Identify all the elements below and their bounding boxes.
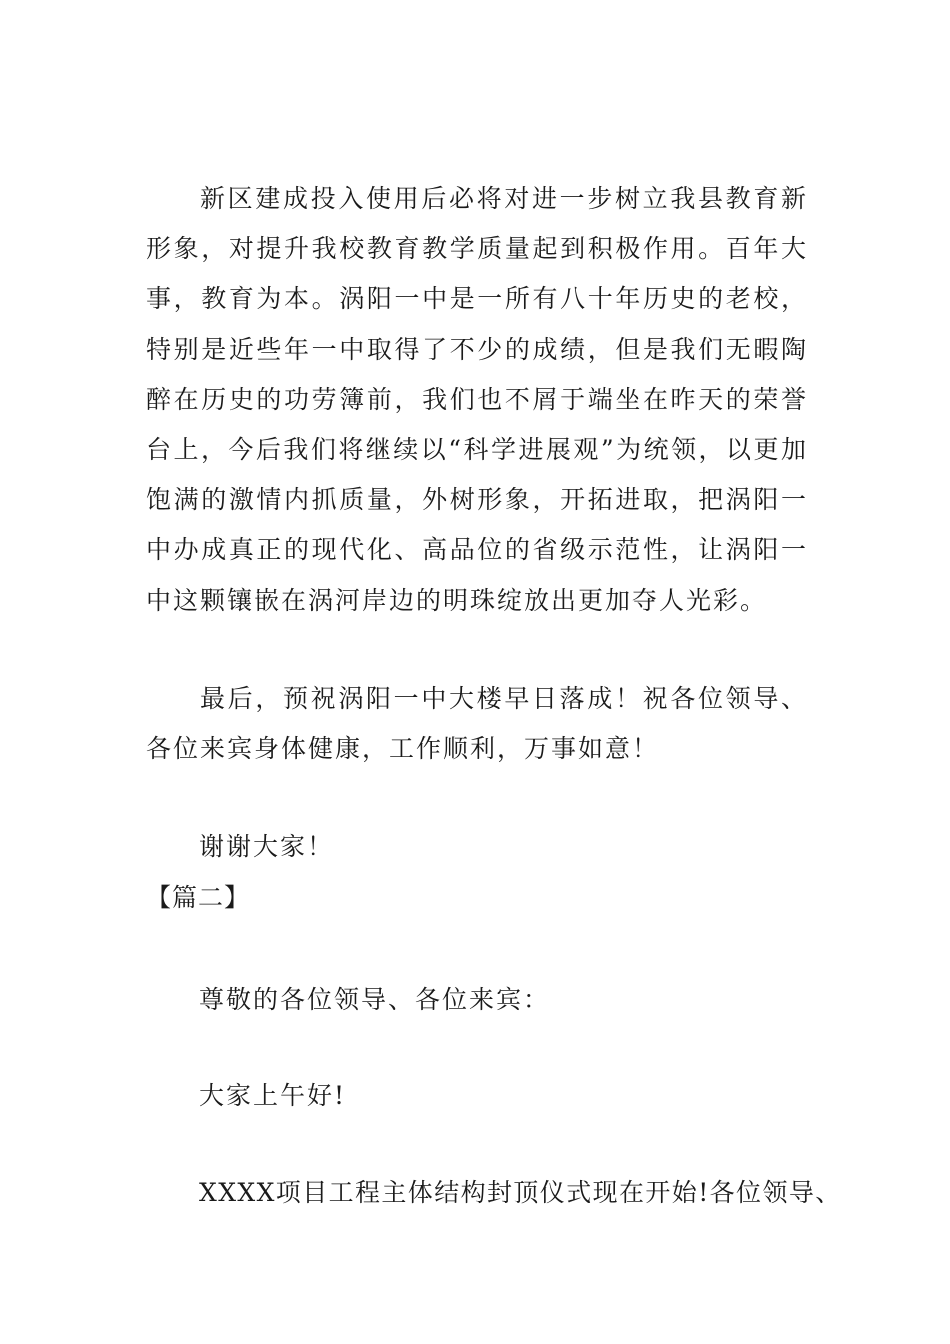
morning-greeting-line: 大家上午好! xyxy=(199,1081,347,1110)
ceremony-opening-line: XXXX项目工程主体结构封顶仪式现在开始!各位领导、 xyxy=(199,1178,842,1207)
section-heading: 【篇二】 xyxy=(146,883,251,912)
body-paragraph-school-development: 新区建成投入使用后必将对进一步树立我县教育新形象，对提升我校教育教学质量起到积极作用。百年大事，教育为本。涡阳一中是一所有八十年历史的老校，特别是近些年一中取得了不少的成绩，但是我们无暇陶醉在历史的功劳簿前，我们也不屑于端坐在昨天的荣誉台上，今后我们将继续以“科学进展观”为统领，以更加饱满的激情内抓质量，外树形象，开拓进取，把涡阳一中办成真正的现代化、高品位的省级示范性，让涡阳一中这颗镶嵌在涡河岸边的明珠绽放出更加夺人光彩。 xyxy=(146,184,808,615)
thanks-line: 谢谢大家！ xyxy=(199,832,335,861)
greeting-line: 尊敬的各位领导、各位来宾： xyxy=(199,985,551,1014)
body-paragraph-best-wishes: 最后，预祝涡阳一中大楼早日落成！祝各位领导、各位来宾身体健康，工作顺利，万事如意！ xyxy=(146,684,808,764)
